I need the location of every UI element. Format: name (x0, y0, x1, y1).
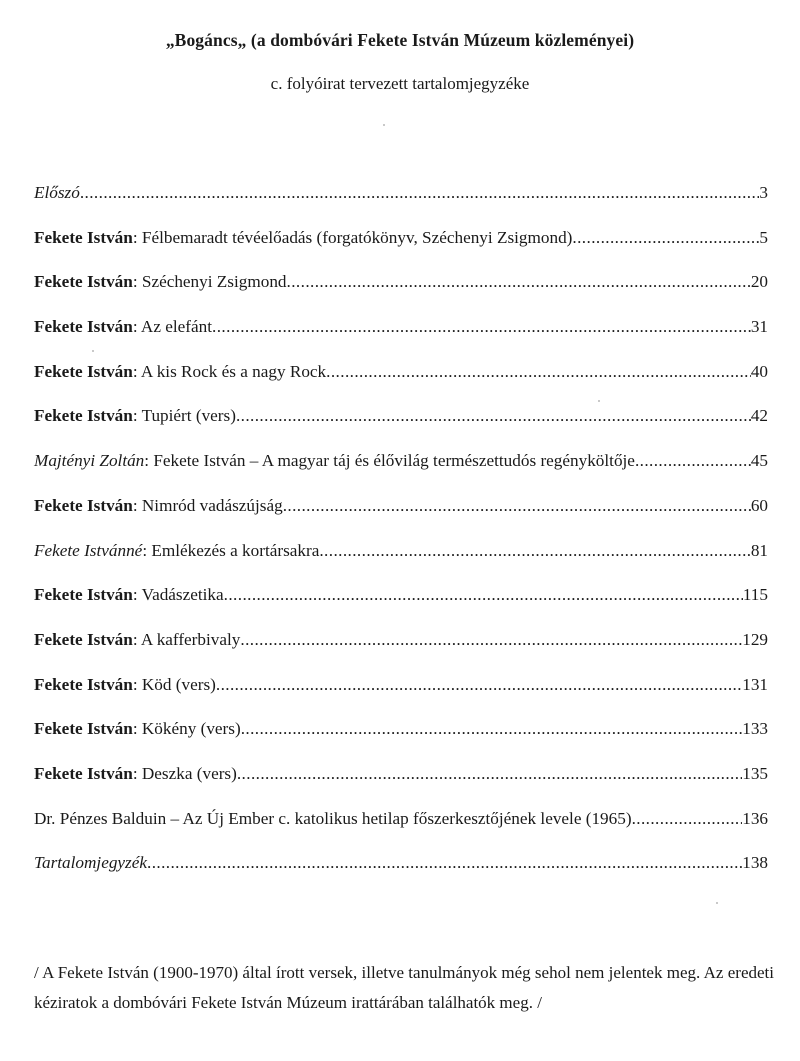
toc-entry (34, 227, 768, 272)
toc-entry-title: Dr. Pénzes Balduin – Az Új Ember c. katolikus hetilap főszerkesztőjének levele (1965) (34, 808, 632, 828)
toc-entry (34, 316, 768, 361)
toc-entry (34, 852, 768, 897)
toc-entry-author: Fekete István (34, 361, 133, 381)
toc-entry-author: Fekete István (34, 629, 133, 649)
toc-entry-author: Fekete István (34, 495, 133, 515)
toc-dot-leader (240, 629, 742, 651)
toc-entry-author: Fekete István (34, 406, 133, 426)
toc-entry-title: : Vadászetika (132, 585, 224, 605)
toc-entry-title: : Nimród vadászújság (132, 495, 283, 515)
toc-dot-leader (319, 540, 750, 562)
toc-entry-page-number: 45 (750, 451, 768, 471)
toc-dot-leader (572, 227, 759, 249)
toc-entry (34, 629, 768, 674)
toc-dot-leader (80, 182, 760, 204)
toc-entry (34, 495, 768, 540)
toc-dot-leader (241, 718, 743, 740)
toc-entry (34, 763, 768, 808)
toc-entry (34, 808, 768, 853)
toc-entry-author: Fekete István (34, 317, 133, 337)
toc-entry (34, 718, 768, 763)
toc-entry (34, 540, 768, 585)
toc-entry-title: : Félbemaradt tévéelőadás (forgatókönyv, Széchenyi Zsigmond) (132, 227, 573, 247)
toc-entry-page-number: 136 (742, 808, 768, 828)
toc-dot-leader (287, 271, 751, 293)
document-title: „Bogáncs„ (a dombóvári Fekete István Múzeum közleményei) (165, 30, 635, 50)
toc-entry-page-number: 31 (750, 317, 768, 337)
toc-entry-page-number: 42 (750, 406, 768, 426)
toc-entry (34, 182, 768, 227)
table-of-contents (34, 182, 768, 897)
toc-dot-leader (224, 584, 743, 606)
toc-entry-page-number: 138 (742, 853, 768, 873)
toc-entry (34, 361, 768, 406)
toc-entry-page-number: 133 (742, 719, 768, 739)
toc-entry-author: Fekete István (34, 585, 133, 605)
toc-dot-leader (212, 316, 751, 338)
toc-entry-title: Előszó (34, 183, 80, 202)
toc-dot-leader (632, 808, 743, 830)
toc-dot-leader (147, 852, 742, 874)
toc-dot-leader (635, 450, 751, 472)
footnote: / A Fekete István (1900-1970) által írott versek, illetve tanulmányok még sehol nem jelentek meg. Az eredeti kéziratok a dombóvári Fekete István Múzeum irattárában találhatók meg. / (34, 963, 774, 1012)
scan-speck (383, 124, 385, 126)
toc-entry-author: Majtényi Zoltán (34, 451, 145, 471)
toc-entry (34, 584, 768, 629)
scan-speck (716, 902, 718, 904)
toc-entry (34, 271, 768, 316)
toc-entry-title: : Tupiért (vers) (132, 406, 236, 426)
toc-entry-author: Fekete István (34, 227, 133, 247)
toc-entry-title: : Emlékezés a kortársakra (142, 540, 320, 560)
toc-entry-title: : A kafferbivaly (132, 629, 241, 649)
toc-entry-page-number: 135 (742, 763, 768, 783)
toc-entry (34, 450, 768, 495)
toc-entry-page-number: 40 (750, 361, 768, 381)
toc-entry-title: : A kis Rock és a nagy Rock (132, 361, 327, 381)
toc-entry-title: : Deszka (vers) (132, 763, 237, 783)
toc-entry-title: Tartalomjegyzék (34, 853, 147, 873)
toc-dot-leader (326, 361, 751, 383)
toc-entry-author: Fekete István (34, 674, 133, 694)
toc-dot-leader (237, 763, 742, 785)
toc-entry-page-number: 81 (750, 540, 768, 560)
toc-entry-page-number: 115 (742, 585, 768, 605)
toc-entry-page-number: 60 (750, 495, 768, 515)
toc-entry-page-number: 5 (759, 227, 768, 247)
toc-entry-page-number: 20 (750, 272, 768, 292)
scan-speck (598, 400, 600, 402)
toc-entry-title: : Az elefánt (132, 317, 213, 337)
toc-entry-page-number: 129 (742, 629, 768, 649)
toc-entry (34, 405, 768, 450)
toc-dot-leader (283, 495, 751, 517)
toc-entry (34, 674, 768, 719)
toc-entry-title: : Széchenyi Zsigmond (132, 272, 287, 292)
toc-entry-author: Fekete István (34, 719, 133, 739)
document-subtitle: c. folyóirat tervezett tartalomjegyzéke (270, 74, 530, 93)
toc-entry-page-number: 131 (742, 674, 768, 694)
toc-entry-author: Fekete István (34, 272, 133, 292)
scan-speck (92, 350, 94, 352)
toc-entry-title: : Kökény (vers) (132, 719, 241, 739)
toc-entry-title: : Köd (vers) (132, 674, 216, 694)
toc-dot-leader (236, 405, 751, 427)
toc-entry-page-number: 3 (759, 183, 768, 202)
toc-entry-title: : Fekete István – A magyar táj és élővilág természettudós regényköltője (144, 451, 635, 471)
toc-entry-author: Fekete István (34, 763, 133, 783)
toc-entry-author: Fekete Istvánné (34, 540, 143, 560)
toc-dot-leader (216, 674, 742, 696)
